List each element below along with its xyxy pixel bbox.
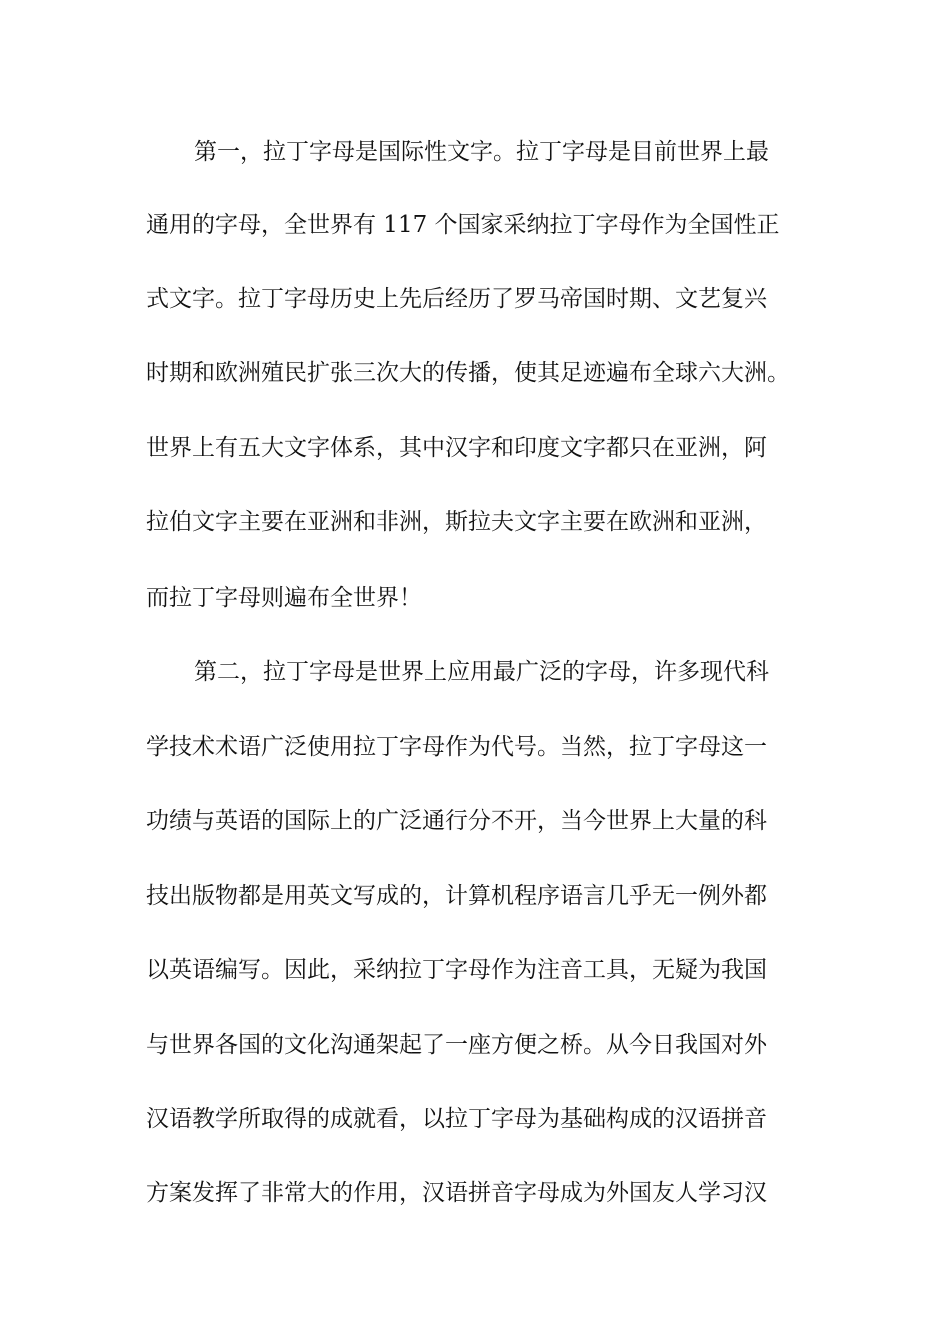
paragraph-1-line-2: 通用的字母，全世界有 117 个国家采纳拉丁字母作为全国性正 <box>146 212 780 238</box>
paragraph-1-line-7: 而拉丁字母则遍布全世界！ <box>146 585 422 611</box>
paragraph-2-line-6: 与世界各国的文化沟通架起了一座方便之桥。从今日我国对外 <box>146 1032 767 1058</box>
paragraph-1-line-5: 世界上有五大文字体系，其中汉字和印度文字都只在亚洲，阿 <box>146 435 767 461</box>
paragraph-2-line-1: 第二，拉丁字母是世界上应用最广泛的字母，许多现代科 <box>194 659 769 685</box>
paragraph-2-line-2: 学技术术语广泛使用拉丁字母作为代号。当然，拉丁字母这一 <box>146 734 767 760</box>
paragraph-1-line-6: 拉伯文字主要在亚洲和非洲，斯拉夫文字主要在欧洲和亚洲， <box>146 509 767 535</box>
paragraph-2-line-3: 功绩与英语的国际上的广泛通行分不开，当今世界上大量的科 <box>146 808 767 834</box>
paragraph-1-line-4: 时期和欧洲殖民扩张三次大的传播，使其足迹遍布全球六大洲。 <box>146 360 790 386</box>
paragraph-2-line-8: 方案发挥了非常大的作用，汉语拼音字母成为外国友人学习汉 <box>146 1180 767 1206</box>
paragraph-2-line-5: 以英语编写。因此，采纳拉丁字母作为注音工具，无疑为我国 <box>146 957 767 983</box>
paragraph-1-line-1: 第一，拉丁字母是国际性文字。拉丁字母是目前世界上最 <box>194 139 769 165</box>
paragraph-2-line-7: 汉语教学所取得的成就看，以拉丁字母为基础构成的汉语拼音 <box>146 1106 767 1132</box>
paragraph-2-line-4: 技出版物都是用英文写成的，计算机程序语言几乎无一例外都 <box>146 883 767 909</box>
paragraph-1-line-3: 式文字。拉丁字母历史上先后经历了罗马帝国时期、文艺复兴 <box>146 286 767 312</box>
